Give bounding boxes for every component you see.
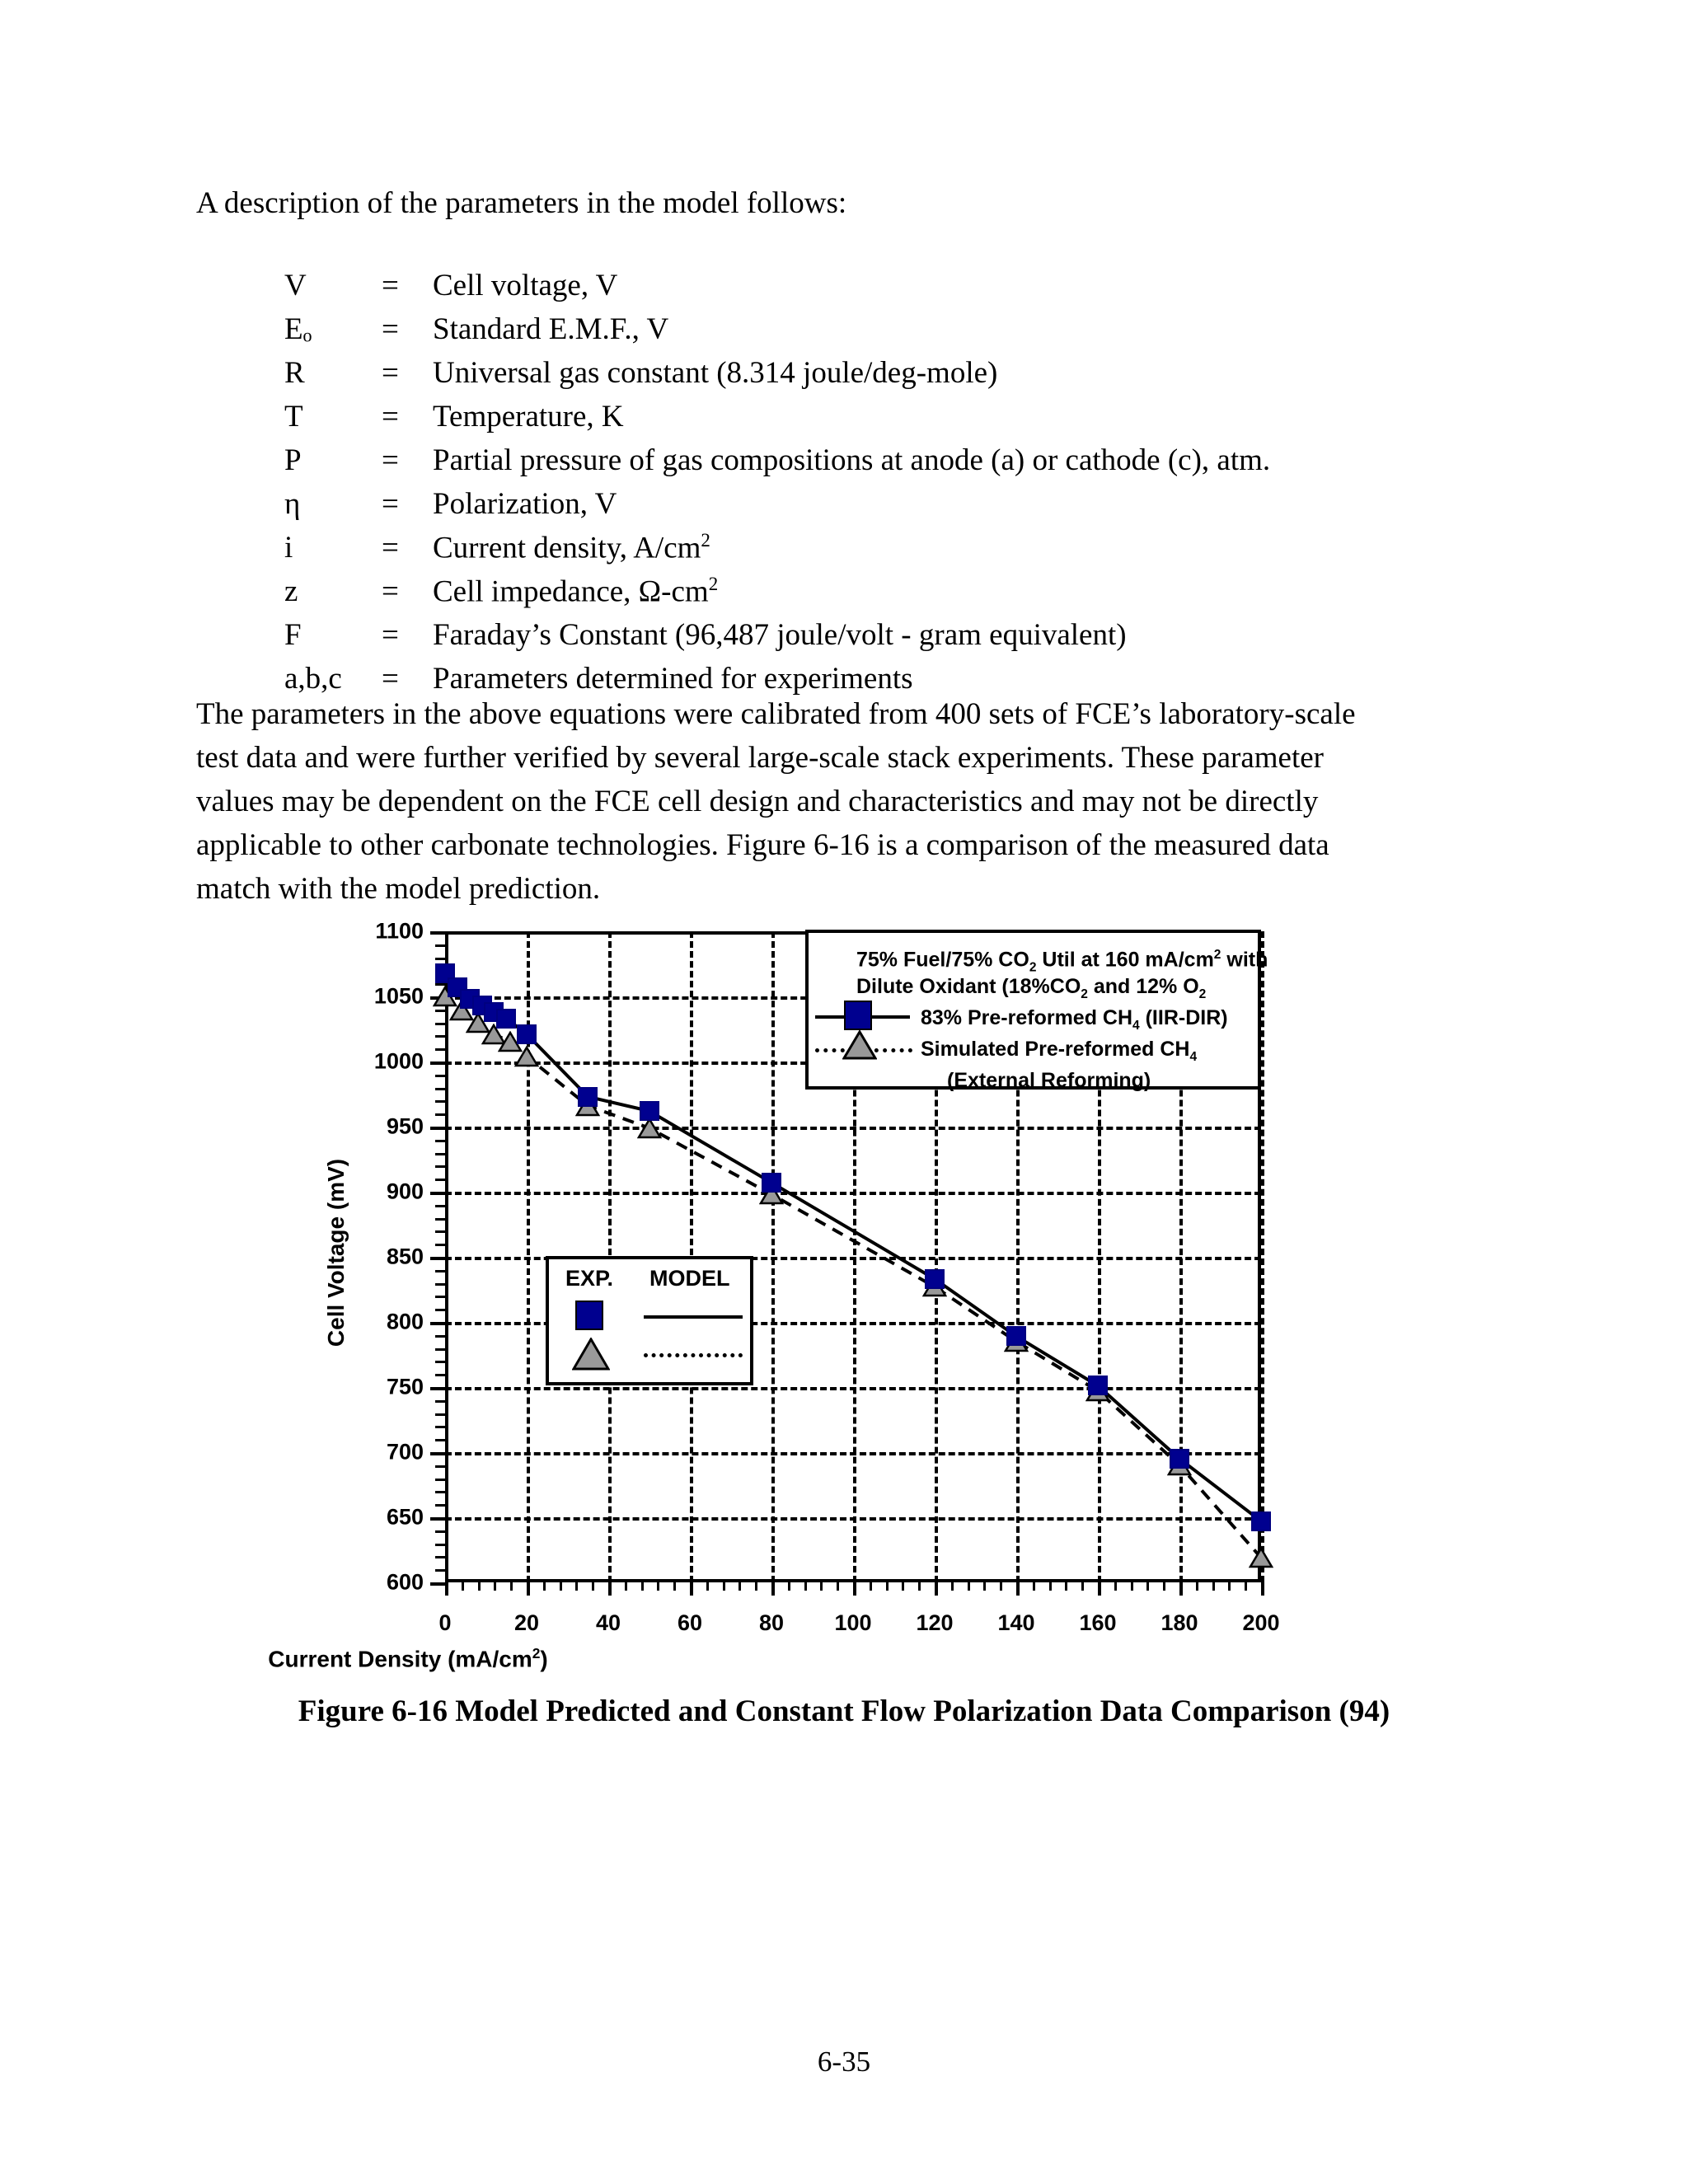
y-axis-tick-label: 1100 [375, 918, 424, 944]
x-axis-minor-tick [886, 1582, 889, 1591]
parameter-description: Parameters determined for experiments [433, 662, 913, 696]
legend-exp-triangle-icon [572, 1338, 610, 1376]
y-axis-minor-tick [435, 1218, 445, 1221]
y-axis-minor-tick [435, 1530, 445, 1533]
chart-legend-main [805, 930, 1268, 1092]
page-number: 6-35 [817, 2046, 871, 2078]
parameter-row [284, 574, 1270, 617]
parameter-description: Current density, A/cm [433, 531, 701, 565]
x-axis-tick [1179, 1582, 1183, 1596]
y-axis-minor-tick [435, 1010, 445, 1012]
y-axis-tick-label: 650 [386, 1504, 424, 1530]
y-axis-minor-tick [435, 1491, 445, 1493]
y-axis-minor-tick [435, 944, 445, 947]
y-axis-tick [430, 1127, 445, 1130]
x-axis-minor-tick [1000, 1582, 1002, 1591]
y-axis-minor-tick [435, 1205, 445, 1207]
paragraph-line: The parameters in the above equations were calibrated from 400 sets of FCE’s laboratory-scale [196, 697, 1356, 731]
y-axis-minor-tick [435, 1230, 445, 1233]
x-axis-minor-tick [1245, 1582, 1247, 1591]
parameter-equals: = [382, 618, 399, 652]
y-axis-tick [430, 1322, 445, 1325]
parameter-row [284, 617, 1270, 661]
y-axis-tick [430, 1452, 445, 1455]
x-axis-minor-tick [804, 1582, 807, 1591]
x-axis-minor-tick [657, 1582, 659, 1591]
parameter-symbol: i [284, 531, 293, 565]
x-axis-minor-tick [951, 1582, 954, 1591]
paragraph-line: match with the model prediction. [196, 872, 601, 906]
legend-square-marker-icon [844, 1001, 872, 1030]
parameter-equals: = [382, 356, 399, 390]
y-axis-minor-tick [435, 1088, 445, 1090]
x-axis-minor-tick [1212, 1582, 1215, 1591]
y-axis-minor-tick [435, 1374, 445, 1376]
data-marker-square [1170, 1449, 1189, 1469]
x-axis-tick [527, 1582, 530, 1596]
x-axis-title: Current Density $(mA/cm^2)$ [268, 1645, 548, 1672]
x-axis-minor-tick [592, 1582, 594, 1591]
y-axis-minor-tick [435, 1035, 445, 1038]
x-axis-minor-tick [1196, 1582, 1198, 1591]
y-axis-tick [430, 1257, 445, 1260]
y-axis-tick [430, 1387, 445, 1390]
x-axis-minor-tick [494, 1582, 496, 1591]
x-axis-minor-tick [837, 1582, 839, 1591]
parameter-symbol: Eₒ [284, 312, 312, 346]
chart-legend-exp-model [546, 1256, 753, 1385]
x-axis-minor-tick [870, 1582, 872, 1591]
legend-header-exp: EXP. [565, 1266, 614, 1291]
y-axis-minor-tick [435, 1179, 445, 1181]
x-axis-minor-tick [462, 1582, 464, 1591]
x-axis-tick-label: 100 [834, 1610, 872, 1635]
parameter-symbol: V [284, 269, 307, 302]
parameter-equals: = [382, 269, 399, 302]
y-axis-minor-tick [435, 1165, 445, 1168]
x-axis-minor-tick [1228, 1582, 1231, 1591]
legend-condition-line-1: 75% Fuel/75% $CO_2$ Util at 160 $mA/cm^2$ with [856, 948, 1268, 975]
data-marker-square [496, 1009, 516, 1029]
data-marker-square [1006, 1326, 1026, 1346]
body-paragraph [196, 692, 1449, 911]
y-axis-minor-tick [435, 1153, 445, 1155]
x-axis-tick [445, 1582, 448, 1596]
y-axis-tick-label: 800 [386, 1309, 424, 1334]
parameter-superscript: 2 [708, 574, 719, 594]
data-marker-square [1088, 1376, 1108, 1395]
x-axis-tick-label: 180 [1160, 1610, 1198, 1635]
parameter-symbol: P [284, 443, 302, 477]
y-axis-tick-label: 950 [386, 1113, 424, 1139]
legend-exp-square-icon [575, 1301, 603, 1330]
parameter-row [284, 530, 1270, 574]
paragraph-line: applicable to other carbonate technologies. Figure 6-16 is a comparison of the measured data [196, 828, 1329, 862]
parameter-symbol: F [284, 618, 302, 652]
x-axis-minor-tick [1049, 1582, 1052, 1591]
legend-triangle-marker-icon [842, 1030, 877, 1069]
parameter-equals: = [382, 312, 399, 346]
x-axis-minor-tick [706, 1582, 709, 1591]
legend-header-model: MODEL [649, 1266, 730, 1291]
y-axis-tick-label: 600 [386, 1569, 424, 1595]
x-axis-minor-tick [983, 1582, 986, 1591]
y-axis-minor-tick [435, 1504, 445, 1507]
x-axis-minor-tick [723, 1582, 725, 1591]
x-axis-tick [608, 1582, 612, 1596]
x-axis-minor-tick [510, 1582, 513, 1591]
y-axis-minor-tick [435, 1544, 445, 1546]
x-axis-tick [935, 1582, 938, 1596]
x-axis-minor-tick [1114, 1582, 1117, 1591]
y-axis-minor-tick [435, 1244, 445, 1246]
intro-sentence: A description of the parameters in the model follows: [196, 186, 847, 220]
chart-plot-area [373, 918, 1280, 1635]
figure-caption: Figure 6-16 Model Predicted and Constant Flow Polarization Data Comparison (94) [298, 1694, 1390, 1728]
y-axis-tick-label: 700 [386, 1439, 424, 1465]
y-axis-minor-tick [435, 1348, 445, 1351]
x-axis-minor-tick [1033, 1582, 1035, 1591]
parameter-definition-list [284, 268, 1270, 705]
data-marker-square [1251, 1511, 1271, 1531]
y-axis-minor-tick [435, 1479, 445, 1481]
y-axis-minor-tick [435, 1140, 445, 1142]
x-axis-minor-tick [902, 1582, 904, 1591]
x-axis-tick-label: 0 [438, 1610, 452, 1635]
y-axis-minor-tick [435, 1439, 445, 1441]
parameter-description: Standard E.M.F., V [433, 312, 669, 346]
y-axis-minor-tick [435, 1569, 445, 1572]
parameter-row [284, 486, 1270, 530]
y-axis-tick-label: 850 [386, 1244, 424, 1269]
data-marker-square [762, 1173, 781, 1193]
x-axis-tick-label: 120 [916, 1610, 954, 1635]
x-axis-minor-tick [478, 1582, 481, 1591]
x-axis-tick [1098, 1582, 1101, 1596]
x-axis-minor-tick [1131, 1582, 1133, 1591]
parameter-equals: = [382, 531, 399, 565]
x-axis-minor-tick [738, 1582, 741, 1591]
y-axis-minor-tick [435, 1426, 445, 1428]
parameter-equals: = [382, 574, 399, 609]
parameter-description: Cell impedance, Ω-cm [433, 574, 709, 609]
x-axis-tick-label: 160 [1079, 1610, 1117, 1635]
parameter-equals: = [382, 400, 399, 434]
x-axis-tick-label: 20 [513, 1610, 540, 1635]
data-marker-square [925, 1269, 945, 1289]
parameter-description: Cell voltage, V [433, 269, 618, 302]
parameter-description: Partial pressure of gas compositions at anode (a) or cathode (c), atm. [433, 443, 1271, 477]
y-axis-minor-tick [435, 1283, 445, 1286]
x-axis-tick [1016, 1582, 1020, 1596]
parameter-symbol: η [284, 487, 301, 521]
x-axis-minor-tick [625, 1582, 627, 1591]
parameter-description: Faraday’s Constant (96,487 joule/volt - gram equivalent) [433, 618, 1127, 652]
parameter-description: Polarization, V [433, 487, 617, 521]
legend-model-dashed-line [644, 1353, 743, 1357]
y-axis-minor-tick [435, 1048, 445, 1051]
x-axis-minor-tick [543, 1582, 546, 1591]
y-axis-minor-tick [435, 1413, 445, 1416]
parameter-superscript: 2 [701, 530, 710, 551]
x-axis-tick-label: 140 [997, 1610, 1035, 1635]
x-axis-minor-tick [673, 1582, 676, 1591]
data-marker-square [640, 1101, 659, 1121]
x-axis-minor-tick [918, 1582, 921, 1591]
x-axis-tick [1261, 1582, 1264, 1596]
y-axis-tick-label: 750 [386, 1374, 424, 1399]
y-axis-tick [430, 1192, 445, 1195]
data-marker-square [578, 1087, 598, 1107]
x-axis-tick-label: 40 [595, 1610, 621, 1635]
y-axis-tick-label: 1000 [373, 1048, 424, 1074]
legend-model-solid-line [644, 1315, 743, 1319]
x-axis-minor-tick [820, 1582, 823, 1591]
x-axis-tick [771, 1582, 775, 1596]
y-axis-minor-tick [435, 1309, 445, 1311]
x-axis-tick-label: 200 [1242, 1610, 1280, 1635]
paragraph-line: values may be dependent on the FCE cell design and characteristics and may not be directly [196, 785, 1319, 818]
x-axis-tick [853, 1582, 856, 1596]
y-axis-tick [430, 1582, 445, 1586]
y-axis-minor-tick [435, 1556, 445, 1558]
x-axis-minor-tick [968, 1582, 970, 1591]
y-axis-minor-tick [435, 1465, 445, 1468]
x-axis-minor-tick [755, 1582, 757, 1591]
y-axis-minor-tick [435, 1400, 445, 1403]
y-axis-minor-tick [435, 1335, 445, 1338]
y-axis-minor-tick [435, 1113, 445, 1116]
y-axis-minor-tick [435, 1023, 445, 1025]
parameter-symbol: a,b,c [284, 662, 342, 696]
parameter-row [284, 312, 1270, 355]
parameter-equals: = [382, 443, 399, 477]
y-axis-minor-tick [435, 1361, 445, 1363]
paragraph-line: test data and were further verified by several large-scale stack experiments. These parameter [196, 741, 1325, 775]
y-axis-title: Cell Voltage (mV) [323, 1158, 349, 1347]
parameter-description: Temperature, K [433, 400, 624, 434]
x-axis-minor-tick [560, 1582, 562, 1591]
y-axis-tick [430, 1062, 445, 1065]
parameter-equals: = [382, 487, 399, 521]
x-axis-tick-label: 60 [677, 1610, 703, 1635]
y-axis-tick [430, 931, 445, 935]
parameter-symbol: T [284, 400, 303, 434]
legend-series-1-label: 83% Pre-reformed $CH_4$ (IIR-DIR) [921, 1006, 1228, 1033]
x-axis-minor-tick [1146, 1582, 1149, 1591]
parameter-row [284, 268, 1270, 312]
parameter-equals: = [382, 662, 399, 696]
x-axis-tick [690, 1582, 693, 1596]
figure-6-16 [0, 918, 1688, 1672]
y-axis-minor-tick [435, 1075, 445, 1077]
y-axis-minor-tick [435, 1270, 445, 1272]
parameter-description: Universal gas constant (8.314 joule/deg-mole) [433, 356, 998, 390]
y-axis-minor-tick [435, 958, 445, 960]
y-axis-tick-label: 900 [386, 1179, 424, 1204]
parameter-row [284, 355, 1270, 399]
x-axis-tick-label: 80 [758, 1610, 785, 1635]
x-axis-minor-tick [788, 1582, 790, 1591]
x-axis-minor-tick [1081, 1582, 1084, 1591]
x-axis-minor-tick [575, 1582, 578, 1591]
x-axis-minor-tick [1065, 1582, 1067, 1591]
data-marker-square [517, 1024, 537, 1044]
parameter-symbol: R [284, 356, 305, 390]
parameter-symbol: z [284, 574, 298, 609]
legend-condition-line-2: Dilute Oxidant ($18\%CO_2$ and 12% $O_2$ [856, 975, 1207, 1001]
parameter-row [284, 399, 1270, 443]
y-axis-tick [430, 1517, 445, 1521]
parameter-row [284, 443, 1270, 486]
y-axis-tick-label: 1050 [373, 983, 424, 1009]
legend-series-2-sublabel: (External Reforming) [947, 1069, 1151, 1092]
legend-series-2-label: Simulated Pre-reformed $CH_4$ [921, 1038, 1198, 1064]
y-axis-minor-tick [435, 1296, 445, 1298]
y-axis-minor-tick [435, 1100, 445, 1103]
x-axis-minor-tick [1163, 1582, 1165, 1591]
x-axis-minor-tick [641, 1582, 644, 1591]
gridline-vertical [1261, 931, 1264, 1582]
